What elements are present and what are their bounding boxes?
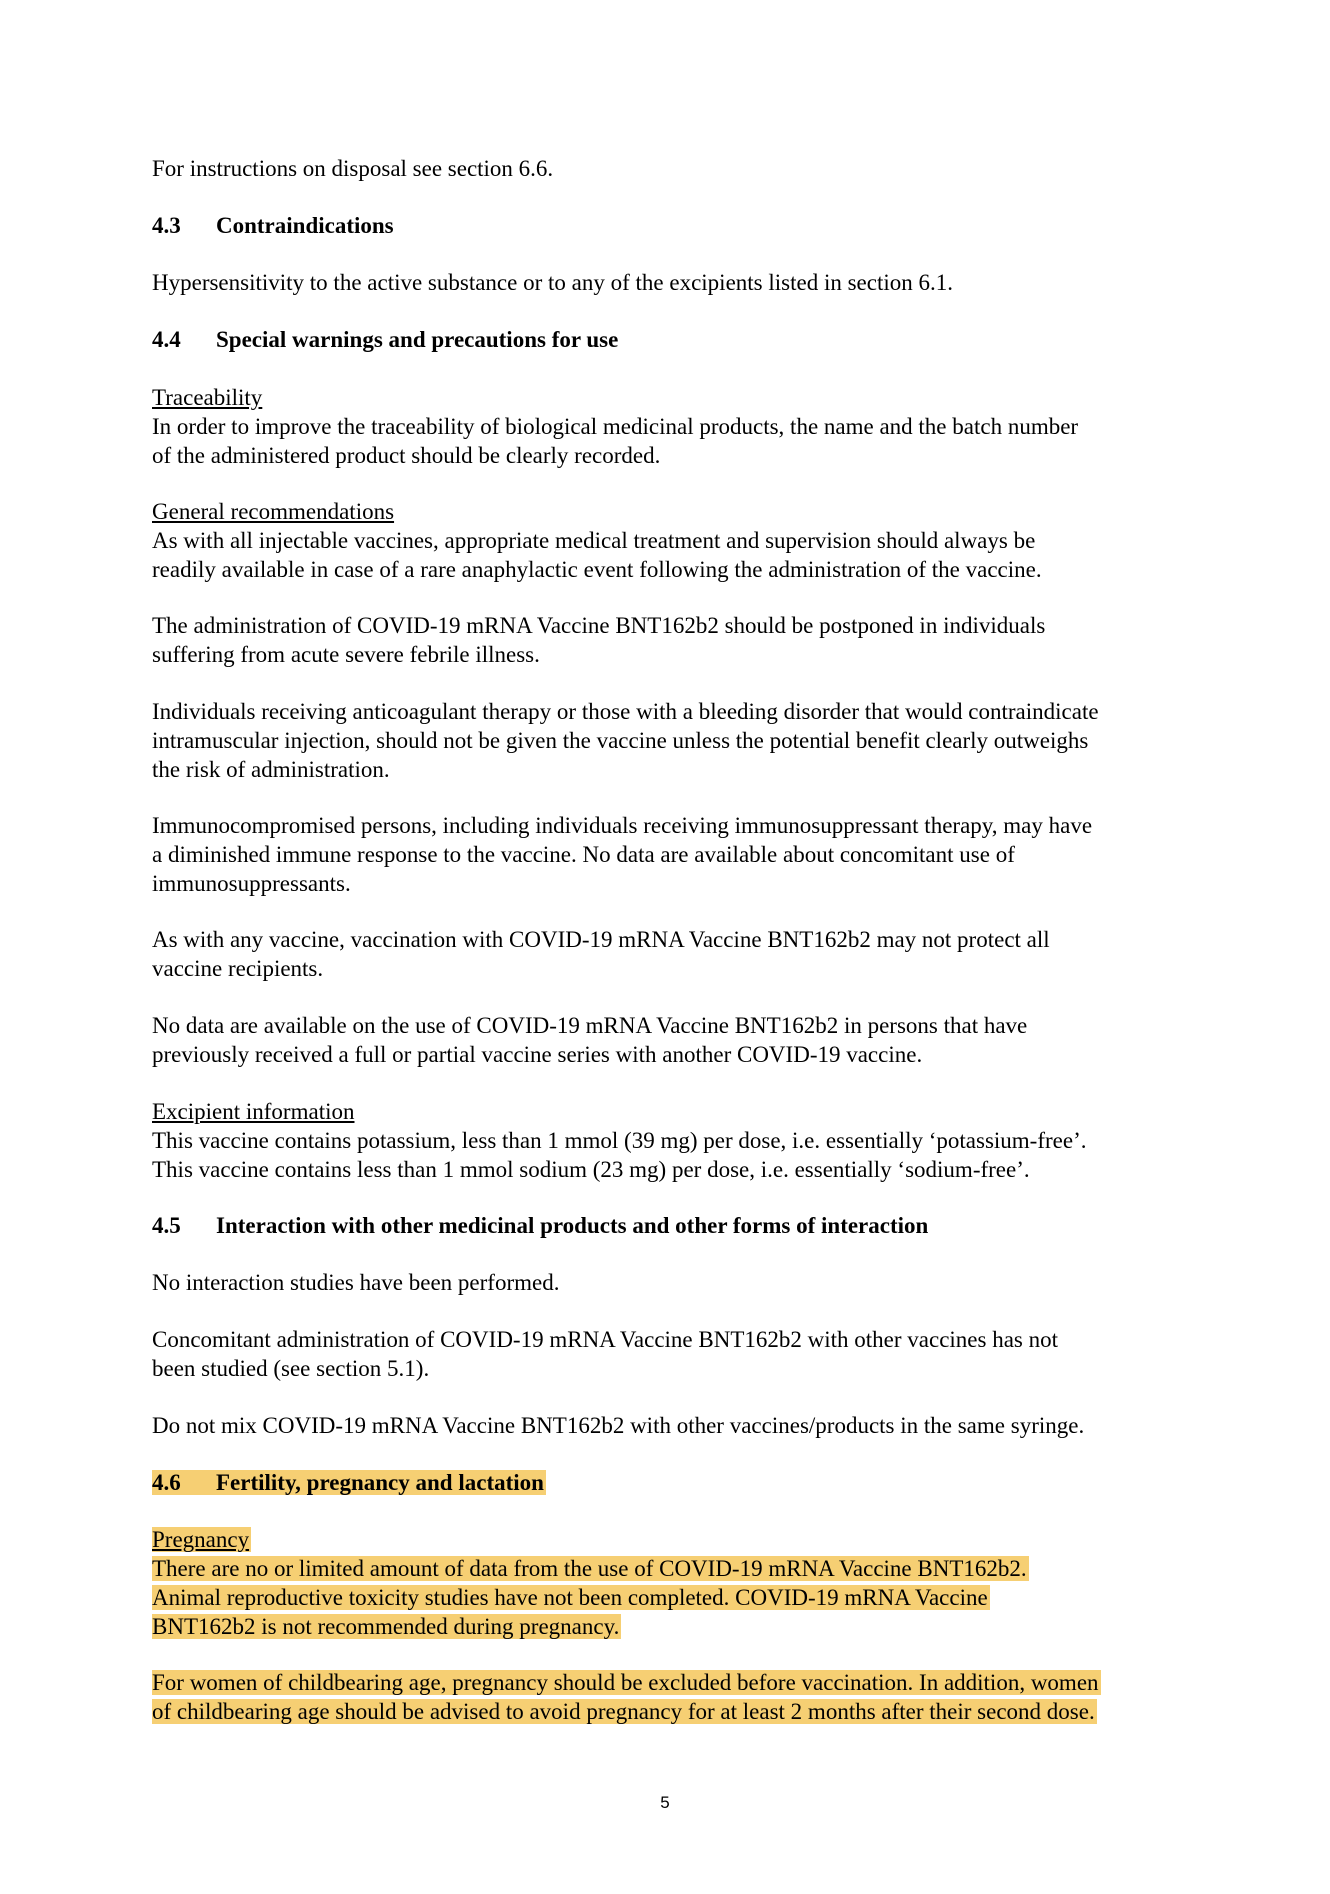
subheading-general-recommendations: General recommendations	[152, 499, 395, 524]
prior-vaccine-paragraph: No data are available on the use of COVID-19 mRNA Vaccine BNT162b2 in persons that have previously received a full or partial vaccine series with another COVID-19 vaccine.	[152, 1013, 1028, 1067]
section-title: Fertility, pregnancy and lactation	[216, 1470, 544, 1495]
section-4-5-heading	[152, 1211, 1192, 1240]
section-number: 4.3	[152, 213, 181, 238]
section-4-6-heading	[152, 1468, 1192, 1497]
postponement-paragraph: The administration of COVID-19 mRNA Vaccine BNT162b2 should be postponed in individuals suffering from acute severe febrile illness.	[152, 613, 1046, 667]
protection-paragraph: As with any vaccine, vaccination with COVID-19 mRNA Vaccine BNT162b2 may not protect all vaccine recipients.	[152, 927, 1050, 981]
concomitant-paragraph: Concomitant administration of COVID-19 mRNA Vaccine BNT162b2 with other vaccines has not been studied (see section 5.1).	[152, 1327, 1059, 1381]
section-title: Contraindications	[216, 213, 394, 238]
traceability-paragraph: Traceability In order to improve the traceability of biological medicinal products, the name and the batch number of the administered product should be clearly recorded.	[152, 383, 1192, 470]
immunocompromised-paragraph: Immunocompromised persons, including individuals receiving immunosuppressant therapy, may have a diminished immune response to the vaccine. No data are available about concomitant use of immunosuppressants.	[152, 813, 1093, 896]
intro-text: For instructions on disposal see section 6.6.	[152, 156, 554, 181]
childbearing-age-paragraph: For women of childbearing age, pregnancy should be excluded before vaccination. In addition, women of childbearing age should be advised to avoid pregnancy for at least 2 months after their second dose.	[152, 1670, 1099, 1724]
section-title: Interaction with other medicinal products and other forms of interaction	[216, 1213, 929, 1238]
interaction-studies-text: No interaction studies have been performed.	[152, 1270, 560, 1295]
section-title: Special warnings and precautions for use	[216, 327, 619, 352]
section-number: 4.5	[152, 1213, 181, 1238]
do-not-mix-text: Do not mix COVID-19 mRNA Vaccine BNT162b2 with other vaccines/products in the same syringe.	[152, 1413, 1085, 1438]
pregnancy-paragraph: Pregnancy There are no or limited amount of data from the use of COVID-19 mRNA Vaccine BNT162b2. Animal reproductive toxicity studies have not been completed. COVID-19 mRNA Vaccine BNT162b2 is not recommended during pregnancy.	[152, 1527, 1027, 1639]
subheading-pregnancy: Pregnancy	[152, 1527, 250, 1552]
subheading-traceability: Traceability	[152, 385, 263, 410]
page-number: 5	[660, 1793, 670, 1812]
general-recommendations-paragraph: General recommendations As with all injectable vaccines, appropriate medical treatment and supervision should always be readily available in case of a rare anaphylactic event following the administration of the vaccine.	[152, 497, 1192, 584]
excipient-paragraph: Excipient information This vaccine contains potassium, less than 1 mmol (39 mg) per dose, i.e. essentially ‘potassium-free’. This vaccine contains less than 1 mmol sodium (23 mg) per dose, i.e. essentially ‘sodium-free’.	[152, 1097, 1192, 1184]
contraindications-text: Hypersensitivity to the active substance or to any of the excipients listed in section 6.1.	[152, 270, 953, 295]
section-number: 4.6	[152, 1470, 181, 1495]
subheading-excipient-information: Excipient information	[152, 1099, 355, 1124]
section-4-4-heading	[152, 325, 1192, 354]
section-number: 4.4	[152, 327, 181, 352]
anticoagulant-paragraph: Individuals receiving anticoagulant therapy or those with a bleeding disorder that would contraindicate intramuscular injection, should not be given the vaccine unless the potential benefit clearly outweighs the risk of administration.	[152, 699, 1099, 782]
section-4-3-heading	[152, 211, 1192, 240]
